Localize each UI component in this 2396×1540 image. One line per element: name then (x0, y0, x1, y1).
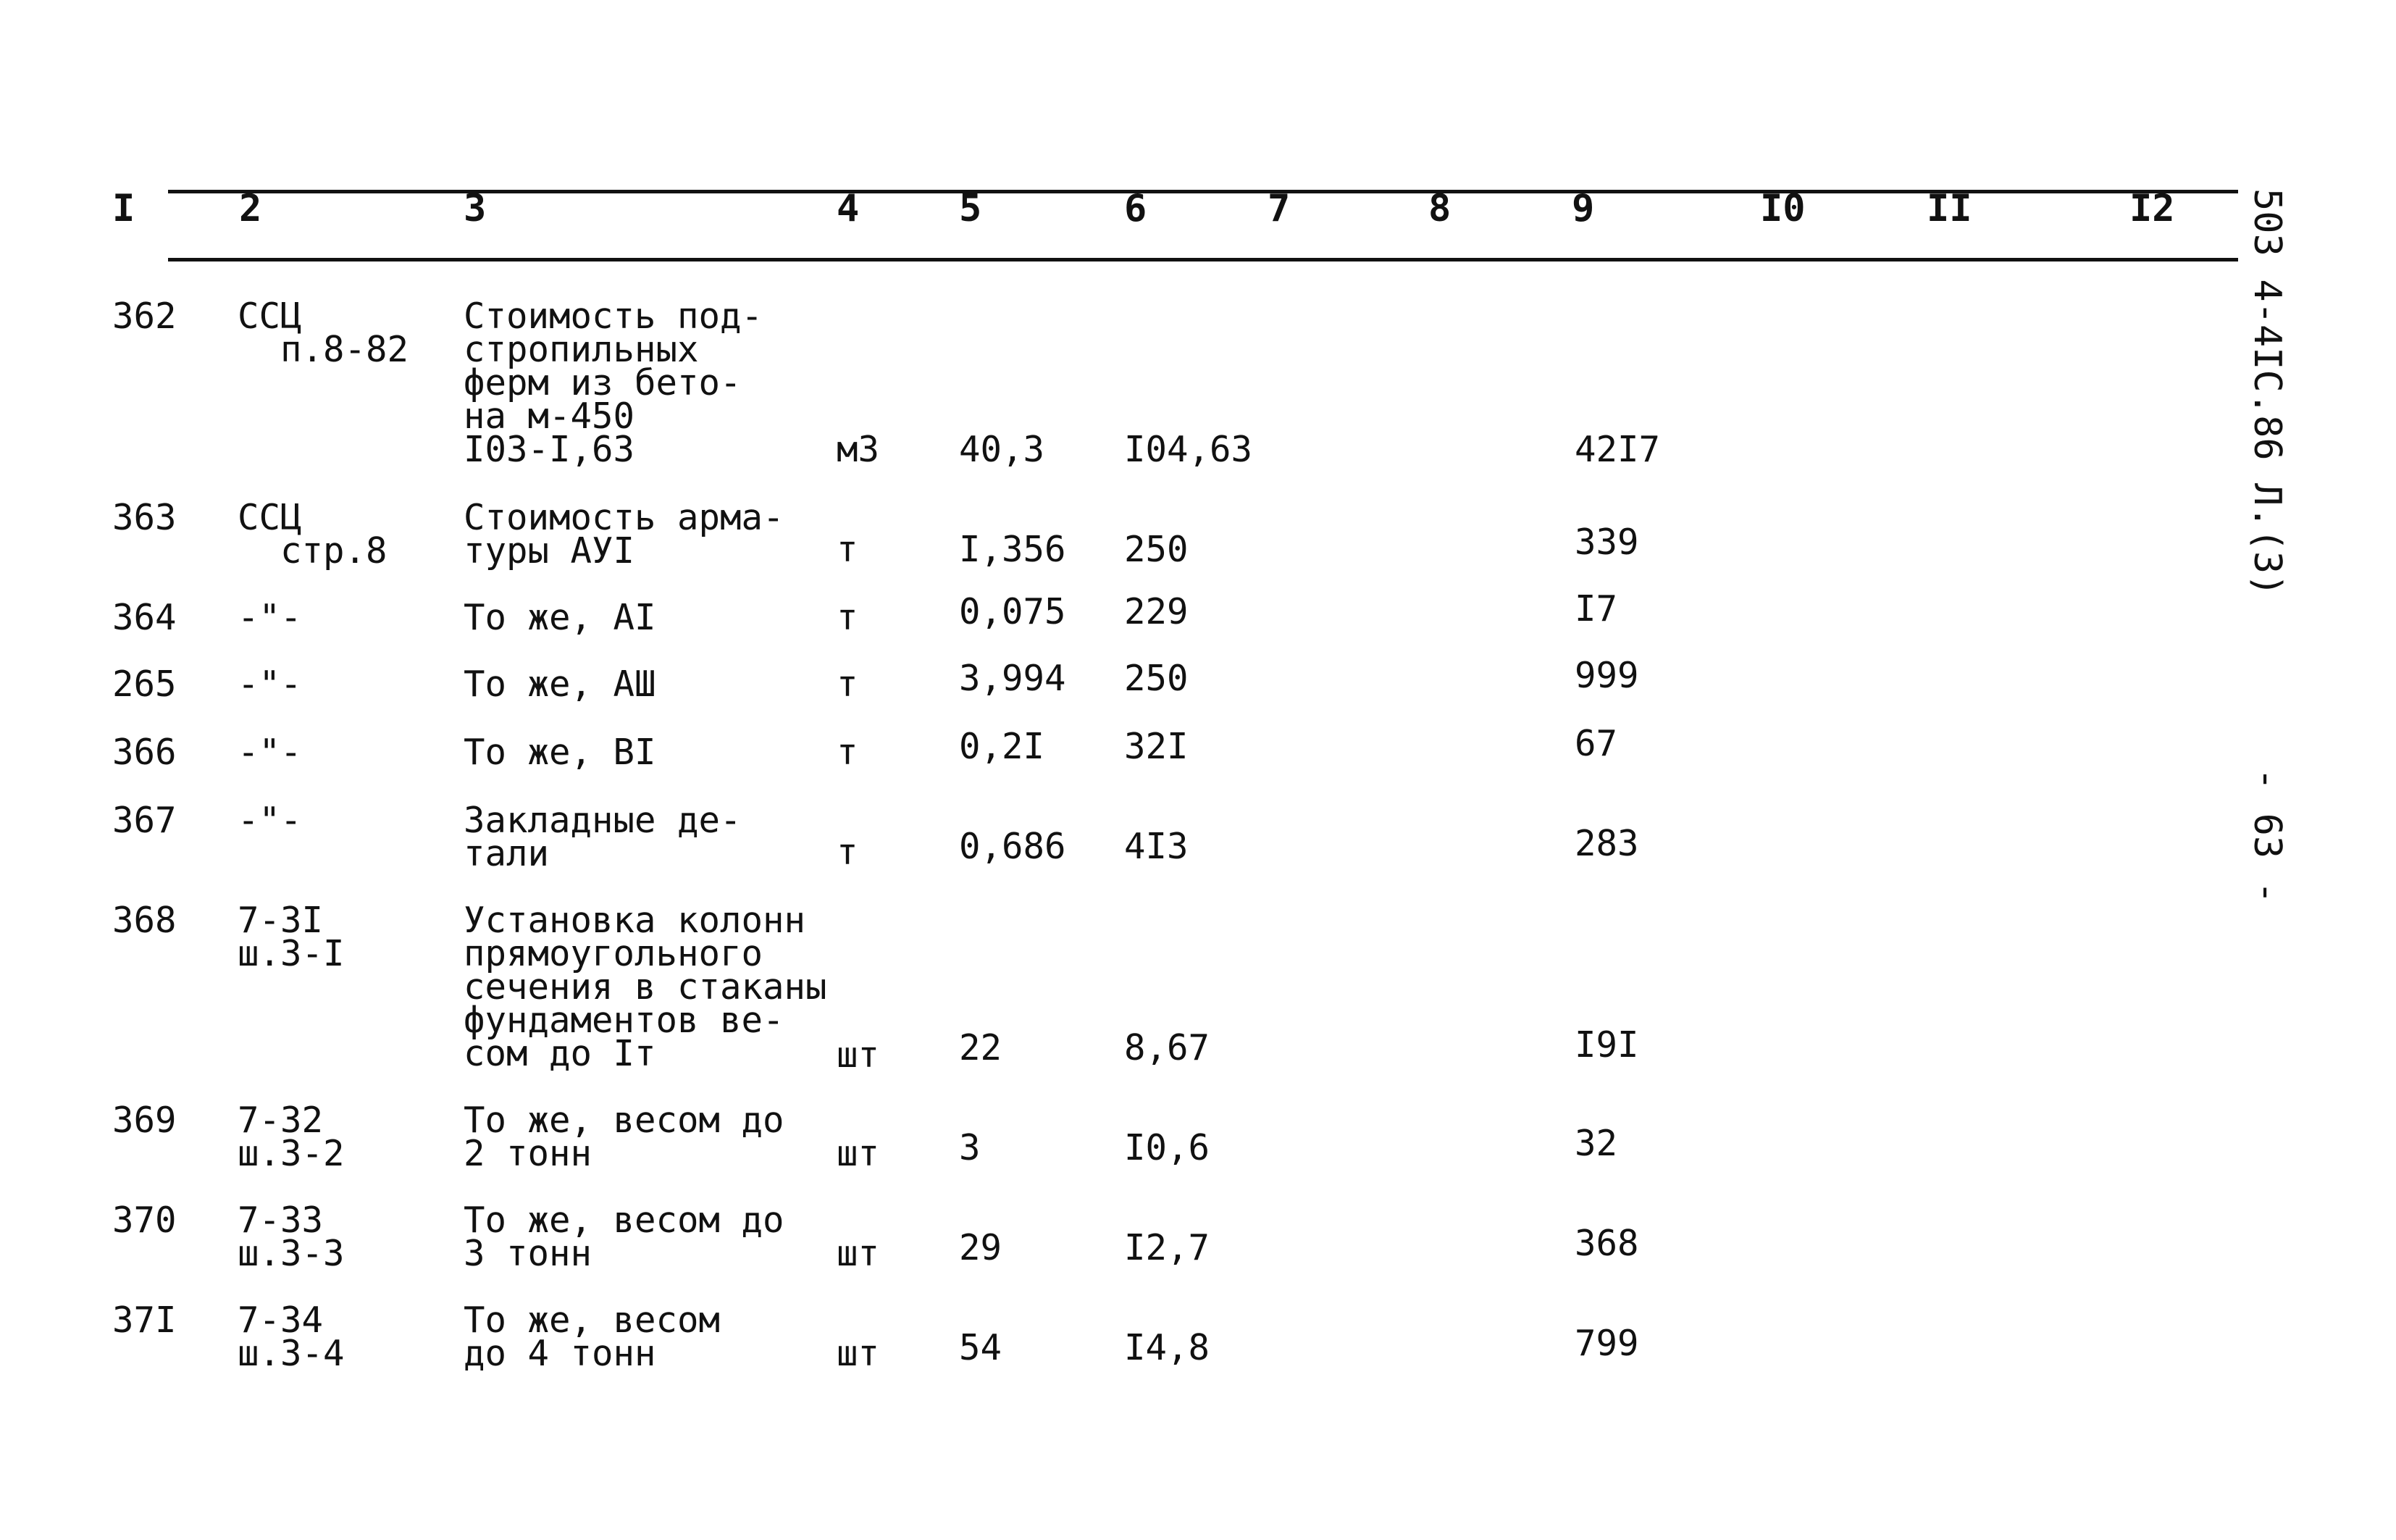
column-header-12: I2 (2129, 187, 2175, 230)
row-description: То же, ВI (464, 732, 656, 773)
row-number: 368 (112, 900, 177, 941)
header-bottom-rule (168, 258, 2238, 261)
row-total: 799 (1575, 1323, 1639, 1364)
row-description: Установка колонн прямоугольного сечения в стаканы фундаментов ве- сом до Iт (464, 900, 827, 1074)
row-unit: шт (837, 1034, 880, 1076)
row-reference: 7-34 ш.3-4 (238, 1300, 345, 1374)
row-description: То же, весом до 3 тонн (464, 1200, 784, 1274)
column-header-2: 2 (239, 187, 262, 230)
column-header-8: 8 (1428, 187, 1452, 230)
column-header-5: 5 (959, 187, 982, 230)
row-total: 339 (1575, 522, 1639, 563)
row-price: 250 (1124, 658, 1189, 699)
row-number: 363 (112, 497, 177, 538)
row-total: 999 (1575, 655, 1639, 696)
row-reference: ССЦ стр.8 (238, 497, 388, 572)
row-quantity: 54 (959, 1327, 1002, 1368)
row-quantity: 22 (959, 1027, 1002, 1068)
row-unit: шт (837, 1333, 880, 1374)
row-quantity: I,356 (959, 529, 1066, 570)
row-price: I2,7 (1124, 1227, 1210, 1268)
row-number: 362 (112, 296, 177, 337)
row-description: То же, AI (464, 597, 656, 638)
row-price: I04,63 (1124, 429, 1253, 470)
column-header-9: 9 (1572, 187, 1595, 230)
column-header-11: II (1927, 187, 1972, 230)
column-header-3: 3 (464, 187, 487, 230)
row-number: 37I (112, 1300, 177, 1341)
row-number: 370 (112, 1200, 177, 1241)
row-reference: -"- (238, 597, 302, 638)
row-reference: ССЦ п.8-82 (238, 296, 409, 370)
row-price: 4I3 (1124, 826, 1189, 867)
row-unit: т (837, 732, 858, 773)
row-description: То же, АШ (464, 664, 656, 705)
row-total: 368 (1575, 1223, 1639, 1264)
row-reference: -"- (238, 732, 302, 773)
row-unit: т (837, 597, 858, 638)
column-header-6: 6 (1124, 187, 1147, 230)
row-reference: -"- (238, 664, 302, 705)
row-price: 229 (1124, 591, 1189, 632)
row-number: 265 (112, 664, 177, 705)
column-header-1: I (112, 187, 135, 230)
column-header-4: 4 (837, 187, 860, 230)
row-unit: т (837, 664, 858, 705)
row-unit: м3 (837, 429, 880, 470)
row-number: 367 (112, 800, 177, 841)
row-price: I0,6 (1124, 1127, 1210, 1168)
row-total: 283 (1575, 823, 1639, 864)
row-reference: 7-32 ш.3-2 (238, 1100, 345, 1174)
row-total: I7 (1575, 588, 1618, 629)
row-reference: 7-3I ш.3-I (238, 900, 345, 974)
row-quantity: 29 (959, 1227, 1002, 1268)
row-price: 32I (1124, 726, 1189, 767)
row-description: Стоимость арма- туры АУI (464, 497, 784, 572)
margin-document-code: 503 4-4IC.86 Л.(3) (2245, 188, 2289, 597)
row-total: 42I7 (1575, 429, 1661, 470)
column-header-7: 7 (1268, 187, 1291, 230)
row-price: I4,8 (1124, 1327, 1210, 1368)
row-quantity: 3 (959, 1127, 981, 1168)
row-quantity: 0,075 (959, 591, 1066, 632)
row-unit: т (837, 529, 858, 570)
row-number: 364 (112, 597, 177, 638)
row-description: Стоимость под- стропильных ферм из бето- на м-450 I03-I,63 (464, 296, 763, 470)
row-total: I9I (1575, 1024, 1639, 1066)
row-description: То же, весом до 4 тонн (464, 1300, 721, 1374)
row-unit: шт (837, 1233, 880, 1274)
column-header-10: I0 (1760, 187, 1806, 230)
row-description: Закладные де- тали (464, 800, 742, 874)
row-quantity: 3,994 (959, 658, 1066, 699)
row-quantity: 0,2I (959, 726, 1045, 767)
row-total: 67 (1575, 723, 1618, 764)
row-reference: -"- (238, 800, 302, 841)
row-unit: т (837, 832, 858, 873)
margin-page-number: - 63 - (2245, 768, 2289, 904)
row-total: 32 (1575, 1123, 1618, 1164)
row-price: 250 (1124, 529, 1189, 570)
row-reference: 7-33 ш.3-3 (238, 1200, 345, 1274)
row-number: 369 (112, 1100, 177, 1141)
row-price: 8,67 (1124, 1027, 1210, 1068)
row-quantity: 0,686 (959, 826, 1066, 867)
row-description: То же, весом до 2 тонн (464, 1100, 784, 1174)
row-unit: шт (837, 1133, 880, 1174)
row-quantity: 40,3 (959, 429, 1045, 470)
row-number: 366 (112, 732, 177, 773)
